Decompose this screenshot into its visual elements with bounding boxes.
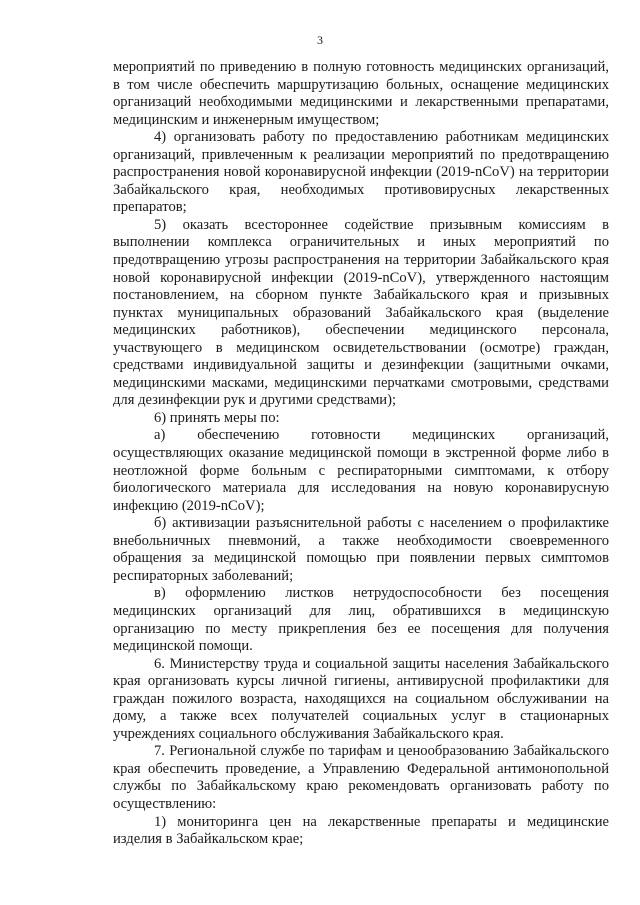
paragraph-continuation: мероприятий по приведению в полную готовность медицинских организаций, в том числе обеспечить маршрутизацию больных, оснащение медицинских организаций необходимыми медицинскими и лекарственными препаратами, медицинским и инженерным имуществом; — [113, 59, 609, 128]
page-number: 3 — [317, 33, 323, 47]
paragraph-item-6: 6) принять меры по: — [154, 409, 280, 426]
paragraph-section-6: 6. Министерству труда и социальной защиты населения Забайкальского края организовать курсы личной гигиены, антивирусной профилактики для граждан пожилого возраста, находящихся на социальном обслуживании на дому, а также всех получателей социальных услуг в стационарных учреждениях социального обслуживания Забайкальского края. — [113, 655, 609, 742]
paragraph-item-4: 4) организовать работу по предоставлению работникам медицинских организаций, привлеченным к реализации мероприятий по предотвращению распространения новой коронавирусной инфекции (2019-nCoV) на территории Забайкальского края, необходимых противовирусных лекарственных препаратов; — [113, 129, 609, 216]
paragraph-section-7: 7. Региональной службе по тарифам и ценообразованию Забайкальского края обеспечить проведение, а Управлению Федеральной антимонопольной службы по Забайкальскому краю рекомендовать организовать работу по осуществлению: — [113, 743, 609, 812]
paragraph-subitem-b: б) активизации разъяснительной работы с населением о профилактике внебольничных пневмоний, а также необходимости своевременного обращения за медицинской помощью при появлении первых симптомов респираторных заболеваний; — [113, 515, 609, 584]
paragraph-item-5: 5) оказать всестороннее содействие призывным комиссиям в выполнении комплекса ограничительных и иных мероприятий по предотвращению угрозы распространения на территории Забайкальского края новой коронавирусной инфекции (2019-nCoV), утвержденного настоящим постановлением, на сборном пункте Забайкальского края и призывных пунктах муниципальных образований Забайкальского края (выделение медицинских работников), обеспечении медицинского персонала, участвующего в медицинском освидетельствовании (осмотре) граждан, средствами индивидуальной защиты и дезинфекции (защитными очками, медицинскими масками, медицинскими перчатками смотровыми, средствами для дезинфекции рук и другими средствами); — [113, 216, 609, 409]
paragraph-section-7-item-1: 1) мониторинга цен на лекарственные препараты и медицинские изделия в Забайкальском крае; — [113, 813, 609, 848]
document-body — [113, 59, 609, 849]
paragraph-subitem-a: а) обеспечению готовности медицинских организаций, осуществляющих оказание медицинской помощи в экстренной форме либо в неотложной форме больным с респираторными симптомами, к отбору биологического материала для исследования на новую коронавирусную инфекцию (2019-nCoV); — [113, 427, 609, 514]
paragraph-subitem-v: в) оформлению листков нетрудоспособности без посещения медицинских организаций для лиц, обратившихся в медицинскую организацию по месту прикрепления без ее посещения для получения медицинской помощи. — [113, 585, 609, 655]
